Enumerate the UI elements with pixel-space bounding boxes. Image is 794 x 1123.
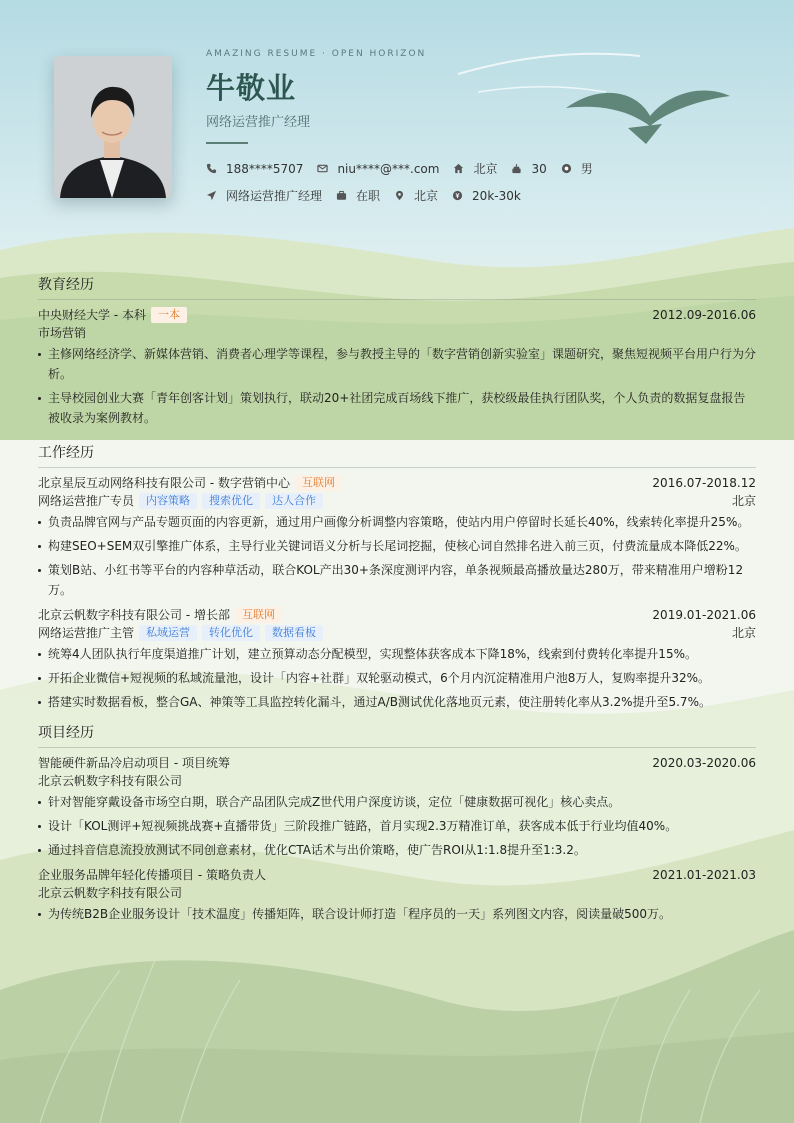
project-bullets [38, 792, 756, 860]
work-date: 2016.07-2018.12 [652, 476, 756, 490]
work-section [38, 442, 756, 716]
project-company: 北京云帆数字科技有限公司 [38, 774, 183, 788]
salary-icon [452, 190, 463, 201]
info-hometown [453, 160, 497, 177]
candidate-name: 牛敬业 [206, 71, 297, 105]
project-name: 智能硬件新品冷启动项目 - 项目统筹 [38, 756, 230, 770]
education-entry [38, 306, 756, 428]
home-icon [453, 163, 464, 174]
list-item: 主修网络经济学、新媒体营销、消费者心理学等课程，参与教授主导的「数字营销创新实验室」课题研究，聚焦短视频平台用户行为分析。 [38, 344, 756, 384]
contact-info-row [206, 160, 607, 177]
project-date: 2021.01-2021.03 [652, 868, 756, 882]
header-divider [206, 142, 248, 144]
education-section [38, 274, 756, 432]
project-name: 企业服务品牌年轻化传播项目 - 策略负责人 [38, 868, 266, 882]
work-date: 2019.01-2021.06 [652, 608, 756, 622]
info-salary [452, 189, 521, 203]
info-target-position [206, 187, 322, 204]
projects-heading: 项目经历 [38, 722, 756, 748]
cake-icon [511, 163, 522, 174]
skill-badge: 搜索优化 [202, 493, 260, 509]
salary-text: 20k-30k [472, 188, 521, 203]
project-bullets [38, 904, 756, 924]
education-heading: 教育经历 [38, 274, 756, 300]
location-icon [394, 190, 405, 201]
candidate-title: 网络运营推广经理 [206, 115, 311, 130]
list-item: 针对智能穿戴设备市场空白期，联合产品团队完成Z世代用户深度访谈，定位「健康数据可视化」核心卖点。 [38, 792, 756, 812]
profile-photo [54, 56, 172, 198]
list-item: 负责品牌官网与产品专题页面的内容更新，通过用户画像分析调整内容策略，使站内用户停留时长延长40%，线索转化率提升25%。 [38, 512, 756, 532]
list-item: 统筹4人团队执行年度渠道推广计划，建立预算动态分配模型，实现整体获客成本下降18%，线索到付费转化率提升15%。 [38, 644, 756, 664]
job-position: 网络运营推广专员 [38, 494, 135, 508]
work-heading: 工作经历 [38, 442, 756, 468]
company-name: 北京云帆数字科技有限公司 - 增长部 [38, 608, 230, 622]
info-age [511, 162, 546, 176]
send-icon [206, 190, 217, 201]
work-city: 北京 [731, 626, 756, 640]
skill-badge: 转化优化 [202, 625, 260, 641]
phone-text: 188****5707 [226, 161, 304, 176]
project-date: 2020.03-2020.06 [652, 756, 756, 770]
education-bullets [38, 344, 756, 428]
skill-badge: 达人合作 [265, 493, 323, 509]
hometown-text: 北京 [473, 162, 498, 176]
project-entry [38, 754, 756, 860]
resume-tagline: AMAZING RESUME · OPEN HORIZON [206, 49, 427, 59]
school-tier-badge: 一本 [151, 307, 187, 323]
info-status [336, 187, 380, 204]
info-gender [561, 160, 593, 177]
project-company: 北京云帆数字科技有限公司 [38, 886, 183, 900]
education-date: 2012.09-2016.06 [652, 308, 756, 322]
mail-icon [317, 163, 328, 174]
info-email [317, 162, 439, 176]
industry-badge: 互联网 [235, 607, 282, 623]
skill-badge: 私域运营 [139, 625, 197, 641]
industry-badge: 互联网 [295, 475, 342, 491]
info-location [394, 187, 438, 204]
list-item: 搭建实时数据看板，整合GA、神策等工具监控转化漏斗，通过A/B测试优化落地页元素，使注册转化率从3.2%提升至5.7%。 [38, 692, 756, 712]
age-text: 30 [531, 161, 547, 176]
target-position-text: 网络运营推广经理 [226, 189, 323, 203]
list-item: 为传统B2B企业服务设计「技术温度」传播矩阵，联合设计师打造「程序员的一天」系列图文内容，阅读量破500万。 [38, 904, 756, 924]
skill-badge: 数据看板 [265, 625, 323, 641]
work-entry [38, 606, 756, 712]
gender-icon [561, 163, 572, 174]
list-item: 主导校园创业大赛「青年创客计划」策划执行，联动20+社团完成百场线下推广，获校级最佳执行团队奖，个人负责的数据复盘报告被收录为案例教材。 [38, 388, 756, 428]
work-entry [38, 474, 756, 600]
work-bullets [38, 512, 756, 600]
list-item: 构建SEO+SEM双引擎推广体系，主导行业关键词语义分析与长尾词挖掘，使核心词自然排名进入前三页，付费流量成本降低22%。 [38, 536, 756, 556]
school-name: 中央财经大学 - 本科 [38, 308, 146, 322]
gender-text: 男 [580, 162, 593, 176]
location-text: 北京 [414, 189, 439, 203]
projects-section [38, 722, 756, 928]
education-major: 市场营销 [38, 326, 87, 340]
list-item: 开拓企业微信+短视频的私域流量池，设计「内容+社群」双轮驱动模式，6个月内沉淀精准用户池8万人，复购率提升32%。 [38, 668, 756, 688]
job-position: 网络运营推广主管 [38, 626, 135, 640]
email-text: niu****@***.com [337, 161, 440, 176]
list-item: 设计「KOL测评+短视频挑战赛+直播带货」三阶段推广链路，首月实现2.3万精准订单，获客成本低于行业均值40%。 [38, 816, 756, 836]
work-city: 北京 [731, 494, 756, 508]
info-phone [206, 162, 303, 176]
list-item: 通过抖音信息流投放测试不同创意素材，优化CTA话术与出价策略，使广告ROI从1:1.8提升至1:3.2。 [38, 840, 756, 860]
company-name: 北京星辰互动网络科技有限公司 - 数字营销中心 [38, 476, 290, 490]
job-info-row [206, 187, 535, 204]
status-text: 在职 [356, 189, 381, 203]
project-entry [38, 866, 756, 924]
briefcase-icon [336, 190, 347, 201]
work-bullets [38, 644, 756, 712]
phone-icon [206, 163, 217, 174]
skill-badge: 内容策略 [139, 493, 197, 509]
list-item: 策划B站、小红书等平台的内容种草活动，联合KOL产出30+条深度测评内容，单条视频最高播放量达280万，带来精准用户增粉12万。 [38, 560, 756, 600]
